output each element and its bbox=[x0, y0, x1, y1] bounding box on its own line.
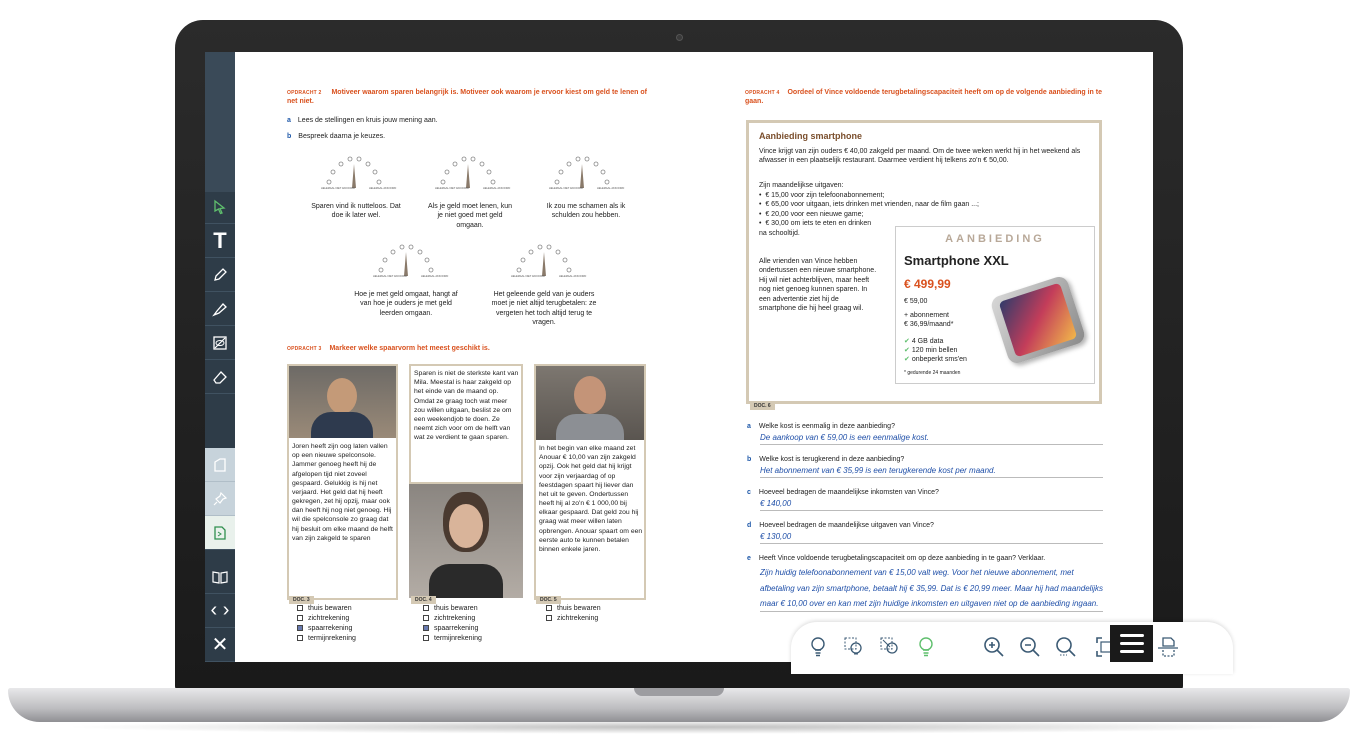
answer-select-icon[interactable] bbox=[841, 634, 867, 660]
expense-item: • € 20,00 voor een nieuwe game; bbox=[759, 210, 864, 218]
hide-tool-icon[interactable] bbox=[205, 326, 235, 360]
doc5-options bbox=[546, 604, 601, 624]
dial-label-left: HELEMAAL NIET AKKOORD bbox=[511, 275, 545, 278]
bottom-toolbar bbox=[791, 622, 1233, 674]
doc4-text: Sparen is niet de sterkste kant van Mila. Meestal is haar zakgeld op het einde van de maand op. Omdat ze graag toch wat meer zou willen uitgaan, beslist ze om een weekendjob te doen. Ze neemt zich voor om de helft van wat ze verdient te gaan sparen. bbox=[414, 370, 519, 442]
zoom-out-icon[interactable] bbox=[1017, 634, 1043, 660]
doc4-options bbox=[423, 604, 482, 645]
pin-icon[interactable] bbox=[205, 482, 235, 516]
expense-item: • € 65,00 voor uitgaan, iets drinken met vrienden, naar de film gaan ...; bbox=[759, 201, 979, 209]
opdracht-tag: OPDRACHT 2 bbox=[287, 90, 322, 96]
doc-tag: DOC. 5 bbox=[536, 596, 561, 604]
opinion-dial-2[interactable] bbox=[433, 150, 511, 190]
zoom-fit-icon[interactable] bbox=[1053, 634, 1079, 660]
screen bbox=[205, 52, 1153, 662]
webcam bbox=[676, 34, 683, 41]
dial-label-right: HELEMAAL AKKOORD bbox=[597, 187, 625, 190]
question-d: d Hoeveel bedragen de maandelijkse uitgaven van Vince? € 130,00 bbox=[747, 521, 1103, 544]
question-b: b Welke kost is terugkerend in deze aanbieding? Het abonnement van € 35,99 is een terugkerende kost per maand. bbox=[747, 455, 1103, 478]
option-label: spaarrekening bbox=[434, 625, 479, 633]
dial-label-left: HELEMAAL NIET AKKOORD bbox=[373, 275, 407, 278]
dial-label-right: HELEMAAL AKKOORD bbox=[483, 187, 511, 190]
doc-tag: DOC. 6 bbox=[750, 402, 775, 410]
option-row[interactable] bbox=[297, 634, 356, 644]
quote-1: Sparen vind ik nutteloos. Dat doe ik later wel. bbox=[311, 203, 401, 220]
opdracht-tag: OPDRACHT 3 bbox=[287, 346, 322, 352]
page-icon[interactable] bbox=[205, 448, 235, 482]
ad-feature: ✔ 120 min bellen bbox=[904, 347, 958, 354]
doc-tag: DOC. 3 bbox=[289, 596, 314, 604]
answer-c[interactable]: € 140,00 bbox=[760, 499, 1103, 511]
answer-hide-icon[interactable] bbox=[877, 634, 903, 660]
opdracht-title: Oordeel of Vince voldoende terugbetalingscapaciteit heeft om op de volgende aanbieding in te gaan. bbox=[745, 89, 1103, 106]
option-label: thuis bewaren bbox=[308, 605, 352, 612]
doc3-card bbox=[287, 364, 398, 600]
laptop-shadow bbox=[60, 720, 1296, 734]
expense-item: • € 15,00 voor zijn telefoonabonnement; bbox=[759, 192, 885, 199]
boy-photo bbox=[289, 366, 396, 438]
offer-title: Aanbieding smartphone bbox=[759, 131, 863, 141]
opdracht-title: Markeer welke spaarvorm het meest geschikt is. bbox=[329, 345, 490, 352]
page-layout-icon[interactable] bbox=[1155, 634, 1181, 660]
option-row[interactable] bbox=[423, 634, 482, 644]
sidebar-top-strip bbox=[205, 52, 235, 192]
option-label: thuis bewaren bbox=[434, 605, 478, 612]
doc-tag: DOC. 4 bbox=[411, 596, 436, 604]
dial-label-left: HELEMAAL NIET AKKOORD bbox=[321, 187, 355, 190]
question-a: a Welke kost is eenmalig in deze aanbieding? De aankoop van € 59,00 is een eenmalige kost. bbox=[747, 422, 1103, 445]
text-tool-icon[interactable]: T bbox=[205, 224, 235, 258]
question-e: e Heeft Vince voldoende terugbetalingscapaciteit om op deze aanbieding in te gaan? Verklaar. Zijn huidig telefoonabonnement van € 15,00 valt weg. Voor het nieuwe abonnement, met afbetaling van zijn smartphone, betaalt hij € 35,99. Dat is € 20,99 meer. Maar hij had maandelijks maar € 10,00 over en kan met zijn huidige inkomsten en uitgaven niet op de aanbieding ingaan. bbox=[747, 554, 1103, 612]
option-row[interactable] bbox=[297, 604, 356, 614]
option-label: spaarrekening bbox=[308, 625, 353, 633]
ad-sub1: + abonnement bbox=[904, 312, 949, 319]
pen-tool-icon[interactable] bbox=[205, 258, 235, 292]
letter-a: a bbox=[287, 117, 291, 124]
option-label: thuis bewaren bbox=[557, 605, 601, 612]
select-tool-icon[interactable] bbox=[205, 190, 235, 224]
doc3-options bbox=[297, 604, 356, 645]
zoom-in-icon[interactable] bbox=[981, 634, 1007, 660]
offer-intro: Vince krijgt van zijn ouders € 40,00 zakgeld per maand. Om de twee weken werkt hij in het weekend als afwasser in een plaatselijk restaurant. Daarmee verdient hij telkens zo'n € 50,00. bbox=[759, 148, 1081, 165]
instruction-a bbox=[287, 116, 438, 125]
laptop-notch bbox=[634, 688, 724, 696]
close-icon[interactable]: ✕ bbox=[205, 628, 235, 662]
ad-sub2: € 36,99/maand* bbox=[904, 321, 954, 328]
dial-label-left: HELEMAAL NIET AKKOORD bbox=[549, 187, 583, 190]
opinion-dial-3[interactable] bbox=[547, 150, 625, 190]
menu-icon[interactable] bbox=[1110, 625, 1153, 662]
ad-header: AANBIEDING bbox=[945, 233, 1045, 245]
quote-4: Hoe je met geld omgaat, hangt af van hoe je ouders je met geld leerden omgaan. bbox=[354, 291, 458, 317]
answer-d[interactable]: € 130,00 bbox=[760, 532, 1103, 544]
ad-or-price: € 59,00 bbox=[904, 298, 928, 305]
option-row[interactable] bbox=[423, 614, 482, 624]
quote-5: Het geleende geld van je ouders moet je niet altijd terugbetalen: ze vergeten het toch altijd terug te vragen. bbox=[491, 291, 597, 327]
opinion-dial-4[interactable] bbox=[371, 238, 449, 278]
dial-label-left: HELEMAAL NIET AKKOORD bbox=[435, 187, 469, 190]
exercise-icon[interactable] bbox=[205, 516, 235, 550]
ad-footnote: * gedurende 24 maanden bbox=[904, 370, 961, 376]
girl-photo bbox=[409, 484, 523, 598]
opdracht4-header bbox=[745, 88, 1105, 107]
opdracht-tag: OPDRACHT 4 bbox=[745, 90, 780, 96]
dial-label-right: HELEMAAL AKKOORD bbox=[421, 275, 449, 278]
option-row[interactable] bbox=[297, 614, 356, 624]
opinion-dial-1[interactable] bbox=[319, 150, 397, 190]
option-row[interactable] bbox=[546, 604, 601, 614]
eraser-tool-icon[interactable] bbox=[205, 360, 235, 394]
expense-item: • € 30,00 om iets te eten en drinken na schooltijd. bbox=[759, 220, 872, 237]
answer-a[interactable]: De aankoop van € 59,00 is een eenmalige kost. bbox=[760, 433, 1103, 445]
ad-price: € 499,99 bbox=[904, 277, 951, 291]
option-label: zichtrekening bbox=[308, 615, 350, 623]
friends-text: Alle vrienden van Vince hebben ondertussen een nieuwe smartphone. Hij wil niet achterblijven, maar heeft nog niet genoeg kunnen sparen. In een advertentie ziet hij de smartphone die hij heel graag wil. bbox=[759, 258, 877, 313]
instruction-text: Bespreek daarna je keuzes. bbox=[298, 133, 386, 140]
answer-e[interactable]: Zijn huidig telefoonabonnement van € 15,00 valt weg. Voor het nieuwe abonnement, met afbetaling van zijn smartphone, betaalt hij € 35,99. Dat is € 20,99 meer. Maar hij had maandelijks maar € 10,00 over en kan met zijn huidige inkomsten en uitgaven niet op de aanbieding ingaan. bbox=[760, 565, 1103, 612]
quote-3: Ik zou me schamen als ik schulden zou hebben. bbox=[546, 203, 626, 220]
ad-feature: ✔ 4 GB data bbox=[904, 338, 944, 345]
quote-2: Als je geld moet lenen, kun je niet goed met geld omgaan. bbox=[427, 203, 513, 229]
option-label: zichtrekening bbox=[434, 615, 476, 623]
opinion-dial-5[interactable] bbox=[509, 238, 587, 278]
doc5-card bbox=[534, 364, 646, 600]
highlighter-tool-icon[interactable] bbox=[205, 292, 235, 326]
letter-b: b bbox=[287, 133, 292, 140]
ad-product: Smartphone XXL bbox=[904, 253, 1009, 268]
doc5-text: In het begin van elke maand zet Anouar € 10,00 van zijn zakgeld opzij. Ook het geld dat hij krijgt voor zijn verjaardag of op feestdagen spaart hij liever dan het uit te geven. Ondertussen heeft hij al zo'n € 1 000,00 bij elkaar gespaard. Dat geld zou hij graag wat meer willen laten opbrengen. Anouar spaart om een eerste auto te kunnen betalen binnen enkele jaren. bbox=[539, 445, 643, 553]
option-row[interactable] bbox=[423, 624, 482, 634]
question-c: c Hoeveel bedragen de maandelijkse inkomsten van Vince? € 140,00 bbox=[747, 488, 1103, 511]
opdracht2-header bbox=[287, 88, 647, 107]
tool-sidebar bbox=[205, 52, 235, 662]
answer-b[interactable]: Het abonnement van € 35,99 is een terugkerende kost per maand. bbox=[760, 466, 1103, 478]
dial-label-right: HELEMAAL AKKOORD bbox=[369, 187, 397, 190]
option-row[interactable] bbox=[546, 614, 601, 624]
doc3-text: Joren heeft zijn oog laten vallen op een nieuwe spelconsole. Jammer genoeg heeft hij de afgelopen tijd niet zoveel gespaard. Gelukkig is hij net verjaard. Het geld dat hij heeft gekregen, zet hij opzij, maar ook dan heeft hij nog niet genoeg. Hij wil die spelconsole zo graag dat hij besluit om elke maand de helft van zijn zakgeld te sparen bbox=[292, 443, 393, 542]
ad-feature: ✔ onbeperkt sms'en bbox=[904, 356, 967, 363]
doc4-card bbox=[409, 364, 523, 484]
opdracht-title: Motiveer waarom sparen belangrijk is. Motiveer ook waarom je ervoor kiest om geld te lenen of net niet. bbox=[287, 89, 647, 106]
expenses-title: Zijn maandelijkse uitgaven: bbox=[759, 182, 844, 189]
instruction-b bbox=[287, 132, 385, 141]
anouar-photo bbox=[536, 366, 644, 440]
answer-bulb-icon[interactable] bbox=[805, 634, 831, 660]
option-row[interactable] bbox=[423, 604, 482, 614]
option-label: termijnrekening bbox=[308, 635, 356, 643]
smartphone-image bbox=[989, 274, 1087, 365]
instruction-text: Lees de stellingen en kruis jouw mening aan. bbox=[297, 117, 438, 124]
answer-show-icon[interactable] bbox=[913, 634, 939, 660]
option-label: termijnrekening bbox=[434, 635, 482, 643]
book-icon[interactable] bbox=[205, 560, 235, 594]
opdracht3-header bbox=[287, 344, 647, 353]
dial-label-right: HELEMAAL AKKOORD bbox=[559, 275, 587, 278]
option-label: zichtrekening bbox=[557, 615, 599, 623]
navigate-pages-icon[interactable]: ‹ › bbox=[205, 594, 235, 628]
option-row[interactable] bbox=[297, 624, 356, 634]
smartphone-ad bbox=[895, 226, 1095, 384]
